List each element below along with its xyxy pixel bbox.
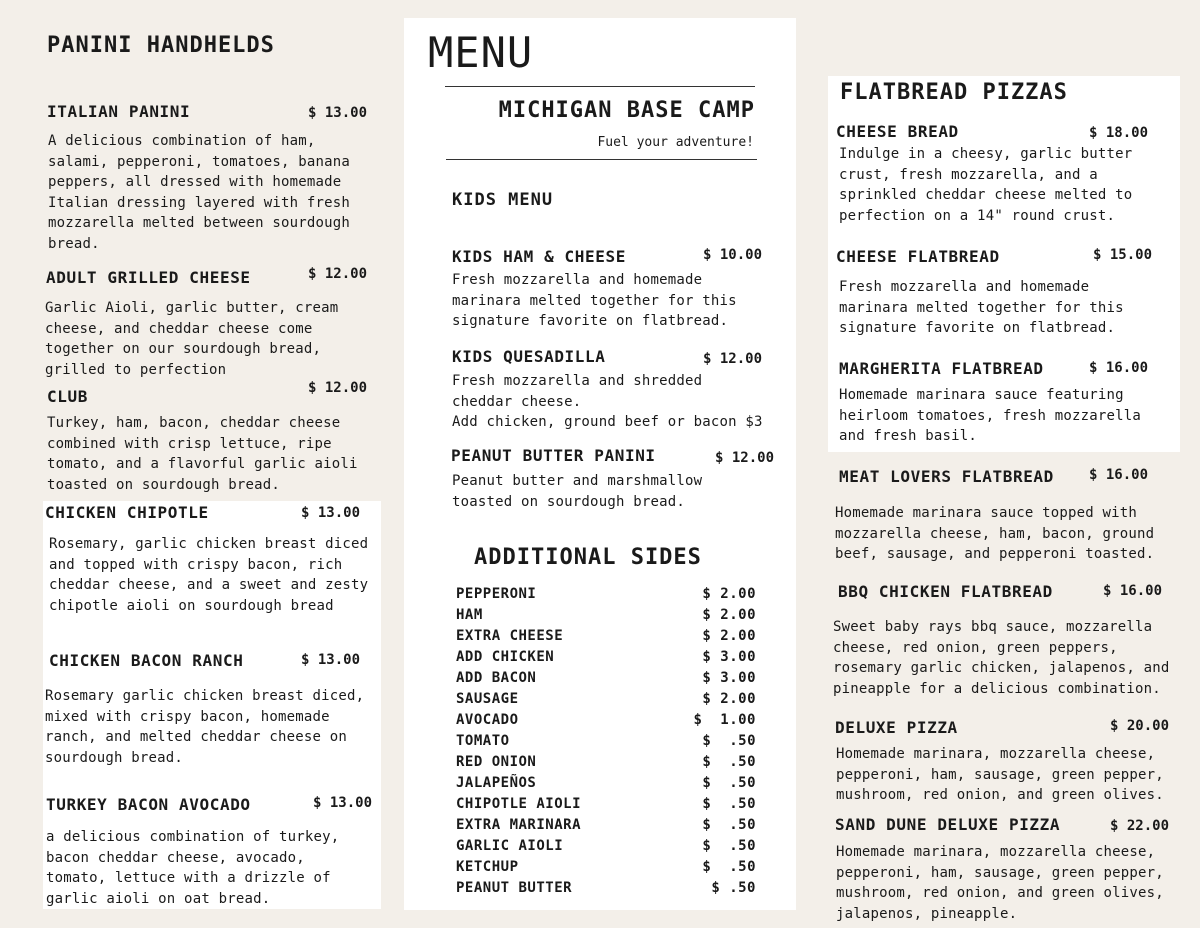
side-price: $ .50 [702,817,756,833]
flatbread-item-desc: Sweet baby rays bbq sauce, mozzarella cheese, red onion, green peppers, rosemary garlic chicken, jalapenos, and pineapple for a delicious combination. [833,619,1170,697]
panini-item-price: $ 12.00 [308,380,368,396]
panini-item-name: CHICKEN CHIPOTLE [45,503,209,522]
flatbread-heading: FLATBREAD PIZZAS [840,80,1068,105]
side-row [456,859,756,880]
panini-item-desc: Turkey, ham, bacon, cheddar cheese combined with crisp lettuce, ripe tomato, and a flavorful garlic aioli toasted on sourdough bread. [47,415,358,493]
panini-item-price: $ 13.00 [301,652,361,668]
side-name: JALAPEÑOS [456,775,537,791]
side-price: $ .50 [702,754,756,770]
flatbread-item-price: $ 16.00 [1089,360,1149,376]
kids-item-price: $ 12.00 [703,351,763,367]
side-price: $ .50 [702,838,756,854]
side-price: $ 2.00 [702,691,756,707]
flatbread-item-price: $ 15.00 [1093,247,1153,263]
side-row [456,691,756,712]
flatbread-item-desc: Homemade marinara sauce topped with mozzarella cheese, ham, bacon, ground beef, sausage, and pepperoni toasted. [835,505,1155,562]
flatbread-item-name: SAND DUNE DELUXE PIZZA [835,815,1061,834]
panini-heading: PANINI HANDHELDS [47,33,275,58]
kids-item-desc: Fresh mozzarella and homemade marinara melted together for this signature favorite on flatbread. [452,272,737,329]
side-price: $ 2.00 [702,586,756,602]
side-name: TOMATO [456,733,510,749]
flatbread-item-price: $ 22.00 [1110,818,1170,834]
side-row [456,607,756,628]
flatbread-item-name: CHEESE FLATBREAD [836,247,1000,266]
flatbread-item-desc: Homemade marinara, mozzarella cheese, pepperoni, ham, sausage, green pepper, mushroom, red onion, and green olives. [836,746,1164,803]
side-row [456,586,756,607]
panini-item-price: $ 13.00 [313,795,373,811]
kids-item-price: $ 12.00 [715,450,775,466]
side-name: AVOCADO [456,712,519,728]
panini-item-desc: Rosemary, garlic chicken breast diced and topped with crispy bacon, rich cheddar cheese, and a sweet and zesty chipotle aioli on sourdough bread [49,536,369,614]
side-name: ADD BACON [456,670,537,686]
flatbread-item-name: MARGHERITA FLATBREAD [839,359,1044,378]
side-name: KETCHUP [456,859,519,875]
panini-item-name: CLUB [47,387,88,406]
kids-menu-heading: KIDS MENU [452,190,554,210]
side-price: $ .50 [702,796,756,812]
flatbread-item-name: DELUXE PIZZA [835,718,958,737]
flatbread-item-price: $ 16.00 [1089,467,1149,483]
side-name: ADD CHICKEN [456,649,555,665]
flatbread-item-price: $ 18.00 [1089,125,1149,141]
side-row [456,880,756,901]
side-price: $ 2.00 [702,607,756,623]
panini-item-price: $ 13.00 [301,505,361,521]
side-row [456,712,756,733]
panini-item-name: ADULT GRILLED CHEESE [46,268,251,287]
flatbread-item-desc: Fresh mozzarella and homemade marinara melted together for this signature favorite on flatbread. [839,279,1124,336]
side-price: $ 3.00 [702,670,756,686]
flatbread-item-desc: Homemade marinara sauce featuring heirloom tomatoes, fresh mozzarella and fresh basil. [839,387,1142,444]
side-row [456,649,756,670]
tagline: Fuel your adventure! [597,135,754,150]
kids-item-desc: Fresh mozzarella and shredded cheddar cheese. [452,373,703,410]
divider-top [445,86,755,87]
menu-title: MENU [428,28,534,77]
side-price: $ 2.00 [702,628,756,644]
kids-item-name: PEANUT BUTTER PANINI [451,446,656,465]
flatbread-item-name: CHEESE BREAD [836,122,959,141]
panini-item-name: TURKEY BACON AVOCADO [46,795,251,814]
panini-item-name: CHICKEN BACON RANCH [49,651,244,670]
panini-item-price: $ 12.00 [308,266,368,282]
side-row [456,628,756,649]
kids-item-note: Add chicken, ground beef or bacon $3 [452,414,763,430]
flatbread-item-name: MEAT LOVERS FLATBREAD [839,467,1054,486]
flatbread-item-desc: Homemade marinara, mozzarella cheese, pepperoni, ham, sausage, green pepper, mushroom, red onion, and green olives, jalapenos, pineapple. [836,844,1164,922]
brand-name: MICHIGAN BASE CAMP [498,98,755,123]
side-name: PEPPERONI [456,586,537,602]
panini-item-name: ITALIAN PANINI [47,102,191,121]
kids-item-price: $ 10.00 [703,247,763,263]
side-name: PEANUT BUTTER [456,880,573,896]
side-name: EXTRA CHEESE [456,628,564,644]
side-price: $ .50 [702,775,756,791]
side-row [456,775,756,796]
side-price: $ 3.00 [702,649,756,665]
side-row [456,733,756,754]
side-price: $ .50 [711,880,756,896]
panini-item-desc: a delicious combination of turkey, bacon cheddar cheese, avocado, tomato, lettuce with a drizzle of garlic aioli on oat bread. [46,829,340,907]
side-row [456,796,756,817]
kids-item-desc: Peanut butter and marshmallow toasted on sourdough bread. [452,473,703,510]
side-row [456,754,756,775]
side-name: EXTRA MARINARA [456,817,582,833]
side-name: SAUSAGE [456,691,519,707]
side-price: $ .50 [702,859,756,875]
side-price: $ 1.00 [693,712,756,728]
side-name: CHIPOTLE AIOLI [456,796,582,812]
kids-item-name: KIDS HAM & CHEESE [452,247,626,266]
divider-bottom [446,159,757,160]
flatbread-item-desc: Indulge in a cheesy, garlic butter crust, fresh mozzarella, and a sprinkled cheddar cheese melted to perfection on a 14" round crust. [839,146,1133,224]
side-name: HAM [456,607,483,623]
panini-item-price: $ 13.00 [308,105,368,121]
kids-item-name: KIDS QUESADILLA [452,347,606,366]
side-row [456,670,756,691]
side-row [456,817,756,838]
side-price: $ .50 [702,733,756,749]
panini-item-desc: A delicious combination of ham, salami, pepperoni, tomatoes, banana peppers, all dressed with homemade Italian dressing layered with fresh mozzarella melted between sourdough bread. [48,133,351,252]
panini-item-desc: Garlic Aioli, garlic butter, cream cheese, and cheddar cheese come together on our sourdough bread, grilled to perfection [45,300,339,378]
flatbread-item-price: $ 16.00 [1103,583,1163,599]
side-name: GARLIC AIOLI [456,838,564,854]
sides-heading: ADDITIONAL SIDES [474,545,702,570]
flatbread-item-price: $ 20.00 [1110,718,1170,734]
side-name: RED ONION [456,754,537,770]
side-row [456,838,756,859]
panini-item-desc: Rosemary garlic chicken breast diced, mixed with crispy bacon, homemade ranch, and melted cheddar cheese on sourdough bread. [45,688,365,766]
flatbread-item-name: BBQ CHICKEN FLATBREAD [838,582,1053,601]
